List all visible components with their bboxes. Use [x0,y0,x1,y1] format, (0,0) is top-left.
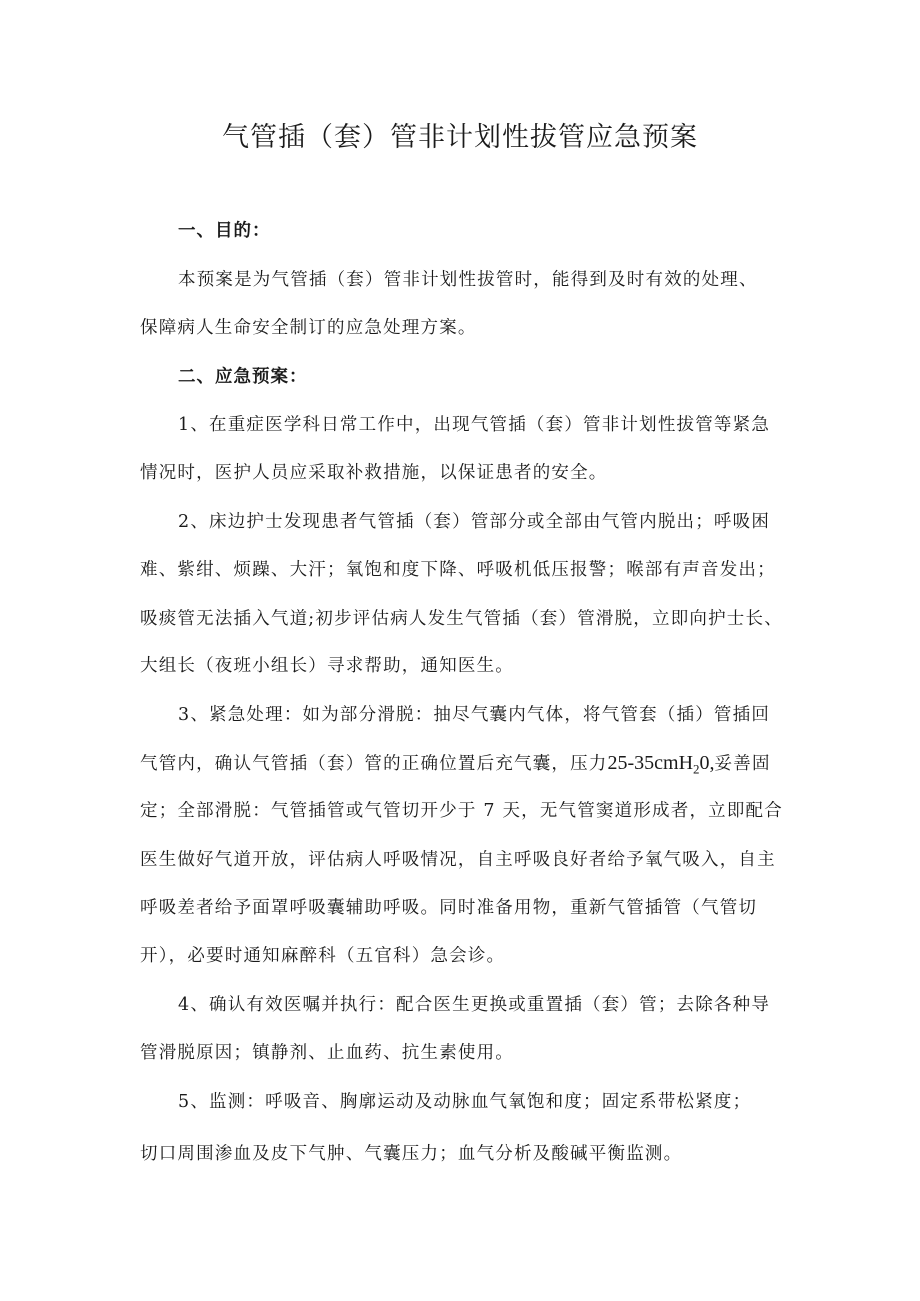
item3-text-tail: 妥善固 [714,754,771,774]
purpose-text-line: 保障病人生命安全制订的应急处理方案。 [140,318,477,338]
item1-line: 1、在重症医学科日常工作中，出现气管插（套）管非计划性拔管等紧急 [178,415,771,435]
item2-line: 大组长（夜班小组长）寻求帮助，通知医生。 [140,656,514,676]
item3-text: 气管内，确认气管插（套）管的正确位置后充气囊，压力 [140,754,608,774]
pressure-suffix: 0, [699,752,715,774]
item3-line: 医生做好气道开放，评估病人呼吸情况，自主呼吸良好者给予氧气吸入，自主 [140,850,776,870]
document-title: 气管插（套）管非计划性拔管应急预案 [222,122,698,153]
item5-line: 5、监测：呼吸音、胸廓运动及动脉血气氧饱和度；固定系带松紧度； [178,1092,752,1112]
item2-line: 2、床边护士发现患者气管插（套）管部分或全部由气管内脱出；呼吸困 [178,512,771,532]
item4-line: 管滑脱原因；镇静剂、止血药、抗生素使用。 [140,1043,514,1063]
purpose-heading: 一、目的： [178,221,271,241]
item1-line: 情况时，医护人员应采取补救措施，以保证患者的安全。 [140,463,608,483]
item3-line: 定；全部滑脱：气管插管或气管切开少于 7 天，无气管窦道形成者，立即配合 [140,801,783,821]
pressure-value: 25-35cmH [607,752,694,774]
item2-line: 吸痰管无法插入气道;初步评估病人发生气管插（套）管滑脱，立即向护士长、 [140,609,783,629]
plan-heading: 二、应急预案： [178,367,308,387]
item3-line-pressure [140,749,771,784]
item3-line: 开），必要时通知麻醉科（五官科）急会诊。 [140,946,506,966]
item4-line: 4、确认有效医嘱并执行：配合医生更换或重置插（套）管；去除各种导 [178,995,771,1015]
item3-line: 呼吸差者给予面罩呼吸囊辅助呼吸。同时准备用物，重新气管插管（气管切 [140,898,758,918]
pressure-subscript: 2 [693,761,700,777]
item2-line: 难、紫绀、烦躁、大汗；氧饱和度下降、呼吸机低压报警；喉部有声音发出； [140,560,776,580]
item3-line: 3、紧急处理：如为部分滑脱：抽尽气囊内气体，将气管套（插）管插回 [178,705,771,725]
purpose-text-line: 本预案是为气管插（套）管非计划性拔管时，能得到及时有效的处理、 [178,270,758,290]
item5-line: 切口周围渗血及皮下气肿、气囊压力；血气分析及酸碱平衡监测。 [140,1144,683,1164]
